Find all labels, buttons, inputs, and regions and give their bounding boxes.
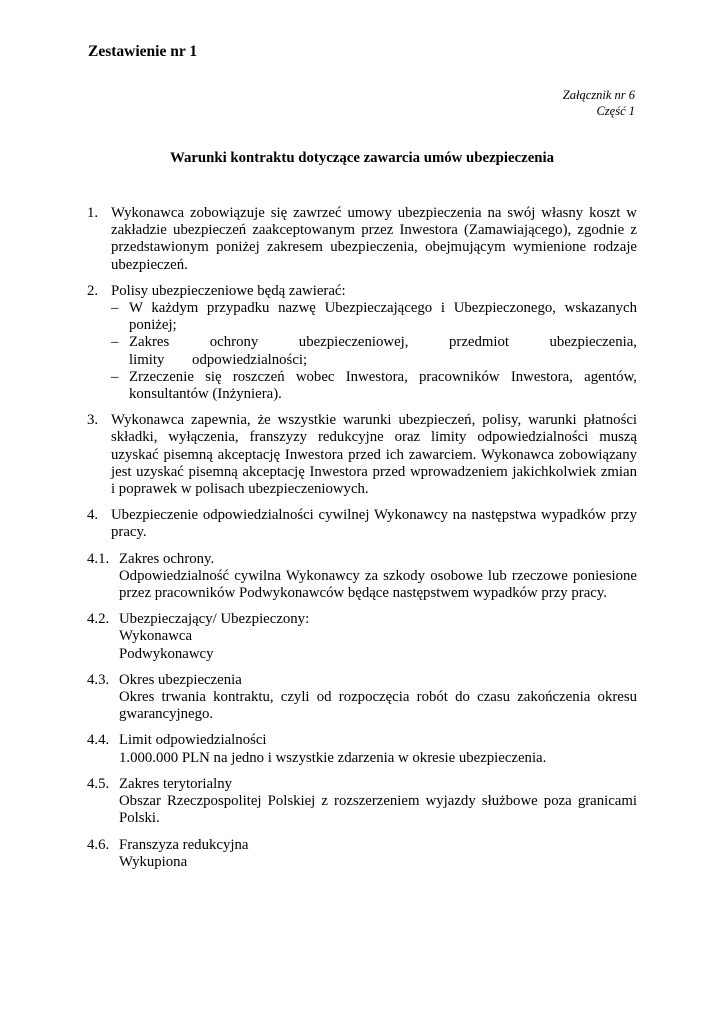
item-content: [119, 732, 637, 766]
list-item-4-4: [87, 732, 637, 766]
item-title: Zakres terytorialny: [119, 775, 232, 792]
item-text: Ubezpieczenie odpowiedzialności cywilnej Wykonawcy na następstwa wypadków przy pracy.: [111, 507, 637, 541]
item-title: Franszyza redukcyjna: [119, 836, 249, 853]
annex-label: [563, 87, 635, 119]
item-number: 4.6.: [87, 836, 110, 853]
list-item-4-2: [87, 611, 637, 663]
item-number: 4.2.: [87, 611, 110, 628]
list-item-4-6: [87, 837, 637, 871]
bullet-item: [111, 300, 637, 334]
list-item-1: [87, 205, 637, 274]
item-content: [119, 611, 637, 663]
item-text: Wykupiona: [119, 853, 188, 870]
item-line: Wykonawca: [119, 628, 193, 645]
list-item-4-3: [87, 672, 637, 724]
item-text: Obszar Rzeczpospolitej Polskiej z rozszerzeniem wyjazdy służbowe poza granicami Polski.: [119, 793, 637, 827]
item-text: Okres trwania kontraktu, czyli od rozpoczęcia robót do czasu zakończenia okresu gwarancyjnego.: [119, 689, 637, 723]
item-content: [119, 837, 637, 871]
document-title: Warunki kontraktu dotyczące zawarcia umów ubezpieczenia: [169, 150, 554, 166]
item-text: Odpowiedzialność cywilna Wykonawcy za szkody osobowe lub rzeczowe poniesione przez pracowników Podwykonawców będące następstwem wypadków przy pracy.: [119, 567, 637, 602]
item-number: 1.: [87, 205, 99, 221]
item-number: 4.1.: [87, 550, 110, 567]
item-line: Podwykonawcy: [119, 645, 214, 662]
document-header: Zestawienie nr 1: [88, 43, 198, 60]
item-text: Polisy ubezpieczeniowe będą zawierać:: [111, 282, 346, 299]
item-text: 1.000.000 PLN na jedno i wszystkie zdarzenia w okresie ubezpieczenia.: [119, 749, 547, 766]
bullet-dash: –: [111, 300, 119, 317]
item-number: 2.: [87, 282, 99, 299]
item-content: [119, 551, 637, 603]
bullet-dash: –: [111, 368, 119, 385]
list-item-4-5: [87, 776, 637, 828]
list-item-3: [87, 412, 637, 498]
bullet-text: Zrzeczenie się roszczeń wobec Inwestora, pracowników Inwestora, agentów, konsultantów (Inżyniera).: [129, 368, 637, 403]
annex-part: Część 1: [596, 104, 635, 118]
item-title: Ubezpieczający/ Ubezpieczony:: [119, 611, 310, 628]
list-item-2: [87, 283, 637, 403]
item-content: [119, 672, 637, 724]
item-text: Wykonawca zapewnia, że wszystkie warunki ubezpieczeń, polisy, warunki płatności składki, wyłączenia, franszyzy redukcyjne oraz limity odpowiedzialności muszą uzyskać pisemną akceptację Inwestora przed ich zawarciem. Wykonawca zobowiązany jest uzyskać pisemną akceptację Inwestora przed wprowadzeniem jakichkolwiek zmian i poprawek w polisach ubezpieczeniowych.: [111, 412, 637, 498]
bullet-item: [111, 369, 637, 403]
item-title: Limit odpowiedzialności: [119, 732, 267, 749]
item-text: Wykonawca zobowiązuje się zawrzeć umowy ubezpieczenia na swój własny koszt w zakładzie ubezpieczeń zaakceptowanym przez Inwestora (Zamawiającego), zgodnie z przedstawionym poniżej zakresem ubezpieczenia, obejmującym wymienione rodzaje ubezpieczeń.: [111, 205, 637, 273]
item-title: Okres ubezpieczenia: [119, 671, 242, 688]
item-number: 4.4.: [87, 732, 110, 749]
bullet-text: Zakres ochrony ubezpieczeniowej, przedmiot ubezpieczenia, limity odpowiedzialności;: [129, 334, 637, 368]
item-content: [111, 283, 637, 403]
item-number: 4.3.: [87, 671, 110, 688]
item-number: 4.5.: [87, 775, 110, 792]
bullet-text: W każdym przypadku nazwę Ubezpieczającego i Ubezpieczonego, wskazanych poniżej;: [129, 300, 637, 334]
bullet-item: [111, 334, 637, 368]
list-item-4: [87, 507, 637, 541]
item-number: 3.: [87, 412, 99, 429]
document-body: [87, 205, 637, 880]
list-item-4-1: [87, 551, 637, 603]
item-title: Zakres ochrony.: [119, 550, 215, 567]
annex-number: Załącznik nr 6: [562, 88, 635, 102]
item-content: [119, 776, 637, 828]
item-number: 4.: [87, 507, 99, 524]
bullet-dash: –: [111, 334, 119, 351]
